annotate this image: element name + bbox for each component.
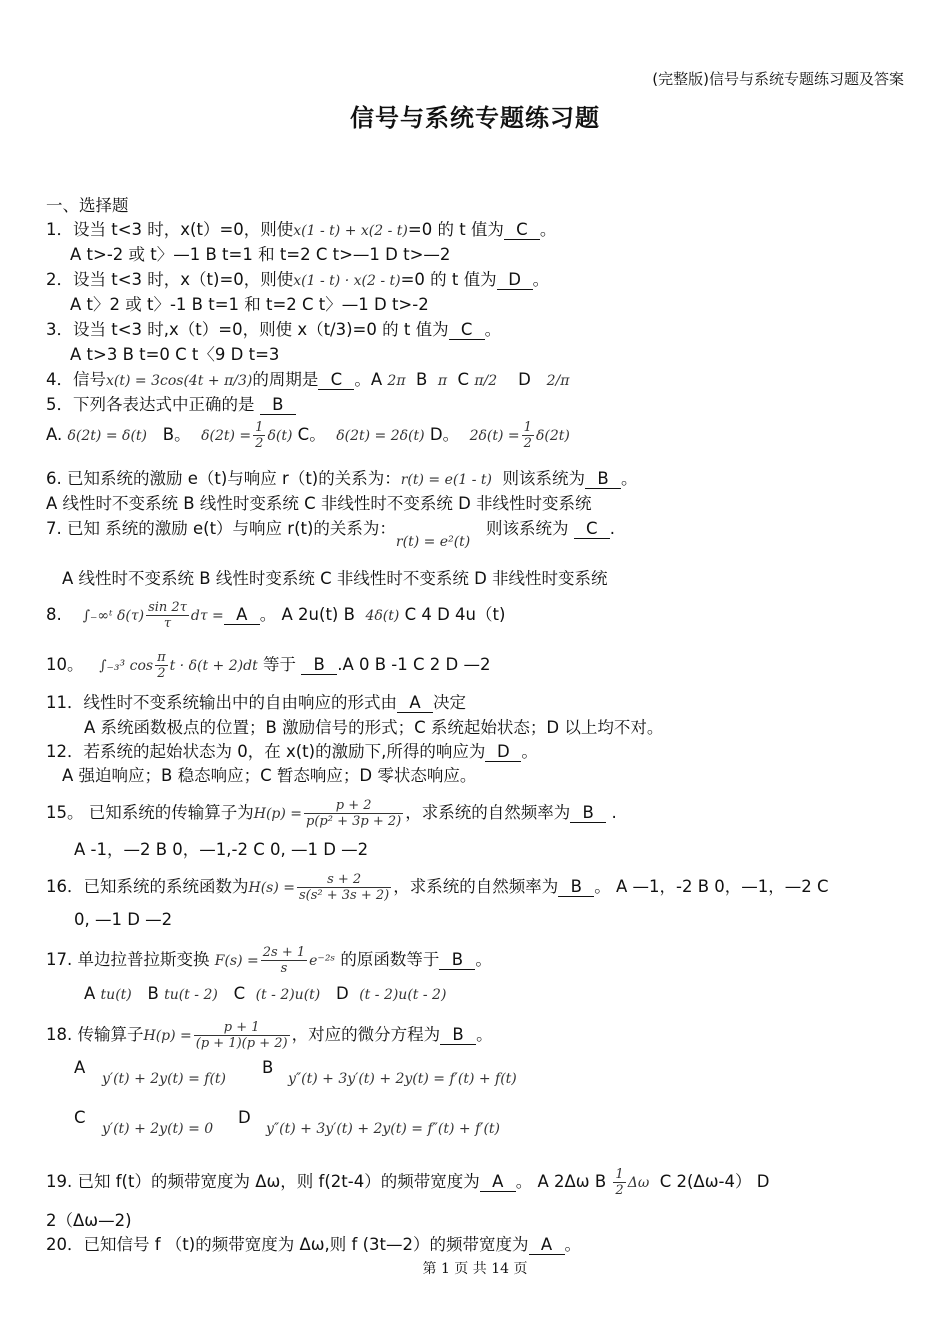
question-17: 17. 单边拉普拉斯变换 F(s) = $\frac{2s + 1}{s}$ e⁻²ˢ 的原函数等于 B 。 [46, 945, 492, 976]
answer-blank: C [574, 519, 610, 539]
answer-blank: C [504, 220, 540, 240]
question-1: 1．设当 t<3 时，x(t）=0，则使x(1 - t) + x(2 - t)=0 的 t 值为 C 。 [46, 220, 557, 239]
question-16: 16．已知系统的系统函数为H(s) = $\frac{s + 2}{\text{s(s² + 3s + 2)}}$ ，求系统的自然频率为 B 。 A —1，-2 B 0，—1，—2 C [46, 872, 829, 903]
question-1-options: A t>-2 或 t〉—1 B t=1 和 t=2 C t>—1 D t>—2 [70, 245, 451, 264]
answer-blank: B [558, 877, 594, 897]
question-18-option-c-label: C [74, 1108, 86, 1127]
question-19-cont: 2（Δω—2) [46, 1211, 132, 1230]
section-heading: 一、选择题 [46, 196, 129, 215]
question-4: 4．信号x(t) = 3cos(4t + π/3)的周期是 C 。A 2π B π C π/2 D 2/π [46, 370, 570, 389]
page-title: 信号与系统专题练习题 [350, 104, 600, 132]
answer-blank: C [449, 320, 485, 340]
answer-blank: A [480, 1172, 516, 1192]
question-17-options: A tu(t) B tu(t - 2) C (t - 2)u(t) D (t - 2)u(t - 2) [84, 984, 447, 1003]
question-2: 2．设当 t<3 时，x（t)=0，则使x(1 - t) · x(2 - t)=0 的 t 值为 D 。 [46, 270, 550, 289]
question-20: 20．已知信号 f （t)的频带宽度为 Δω,则 f (3t—2）的频带宽度为 A 。 [46, 1235, 581, 1254]
question-8: 8. ∫₋∞ᵗ δ(τ) $\frac{\sin 2\tau}{\tau}$ dτ = A 。 A 2u(t) B 4δ(t) C 4 D 4u（t) [46, 600, 506, 631]
question-12-options: A 强迫响应；B 稳态响应；C 暂态响应；D 零状态响应。 [62, 766, 477, 785]
question-10: 10。 ∫₋₃³ cos $\frac{\pi}{2}$ t · δ(t + 2)dt 等于 B .A 0 B -1 C 2 D —2 [46, 650, 491, 681]
answer-blank: B [260, 395, 296, 415]
answer-blank: B [585, 469, 621, 489]
question-18-option-d: y″(t) + 3y′(t) + 2y(t) = f″(t) + f′(t) [266, 1121, 500, 1137]
question-18: 18. 传输算子H(p) = $\frac{p + 1}{(p + 1)(p + 2)}$ ，对应的微分方程为 B 。 [46, 1020, 493, 1051]
answer-blank: A [397, 693, 433, 713]
question-5: 5．下列各表达式中正确的是 B [46, 391, 296, 415]
answer-blank: A [529, 1235, 565, 1255]
question-7-options: A 线性时不变系统 B 线性时变系统 C 非线性时不变系统 D 非线性时变系统 [62, 569, 608, 588]
answer-blank: A [224, 605, 260, 625]
answer-blank: B [440, 1025, 476, 1045]
question-18-option-d-label: D [238, 1108, 251, 1127]
question-12: 12．若系统的起始状态为 0，在 x(t)的激励下,所得的响应为 D 。 [46, 742, 538, 761]
question-3-options: A t>3 B t=0 C t〈9 D t=3 [70, 345, 280, 364]
answer-blank: D [497, 270, 533, 290]
answer-blank: B [439, 950, 475, 970]
answer-blank: D [485, 742, 521, 762]
question-18-option-b-label: B [262, 1058, 274, 1077]
question-3: 3．设当 t<3 时,x（t）=0，则使 x（t/3)=0 的 t 值为 C 。 [46, 320, 502, 339]
question-11: 11．线性时不变系统输出中的自由响应的形式由 A 决定 [46, 693, 466, 712]
page-footer: 第 1 页 共 14 页 [422, 1261, 528, 1277]
question-16-options-cont: 0, —1 D —2 [74, 910, 173, 929]
answer-blank: B [570, 803, 606, 823]
question-18-option-a-b: A [74, 1058, 86, 1077]
doc-header-label: (完整版)信号与系统专题练习题及答案 [652, 70, 904, 88]
question-18-option-c: y′(t) + 2y(t) = 0 [102, 1121, 214, 1137]
question-18-option-a: y′(t) + 2y(t) = f(t) [102, 1071, 226, 1087]
question-11-options: A 系统函数极点的位置；B 激励信号的形式；C 系统起始状态；D 以上均不对。 [84, 718, 664, 737]
question-15: 15。 已知系统的传输算子为H(p) = $\frac{p + 2}{\text{p(p² + 3p + 2)}}$ ，求系统的自然频率为 B . [46, 798, 617, 829]
question-18-option-b: y″(t) + 3y′(t) + 2y(t) = f′(t) + f(t) [288, 1071, 517, 1087]
question-5-options: A. δ(2t) = δ(t) B。 δ(2t) = $\frac{1}{2}$ δ(t) C。 δ(2t) = 2δ(t) D。 2δ(t) = $\frac{1}{2}$ δ(2t) [46, 420, 570, 451]
question-2-options: A t〉2 或 t〉-1 B t=1 和 t=2 C t〉—1 D t>-2 [70, 295, 429, 314]
question-19: 19. 已知 f(t）的频带宽度为 Δω，则 f(2t-4）的频带宽度为 A 。 A 2Δω B $\frac{1}{2}$ Δω C 2(Δω-4） D [46, 1167, 770, 1198]
question-15-options: A -1，—2 B 0，—1,-2 C 0, —1 D —2 [74, 840, 369, 859]
answer-blank: C [318, 370, 354, 390]
answer-blank: B [301, 655, 337, 675]
question-6-options: A 线性时不变系统 B 线性时变系统 C 非线性时不变系统 D 非线性时变系统 [46, 494, 592, 513]
question-6: 6. 已知系统的激励 e（t)与响应 r（t)的关系为：r(t) = e(1 - t) 则该系统为 B 。 [46, 469, 638, 488]
question-7: 7. 已知 系统的激励 e(t）与响应 r(t)的关系为：$_{r(t) = e^2(t)}$ 则该系统为 C . [46, 519, 615, 550]
